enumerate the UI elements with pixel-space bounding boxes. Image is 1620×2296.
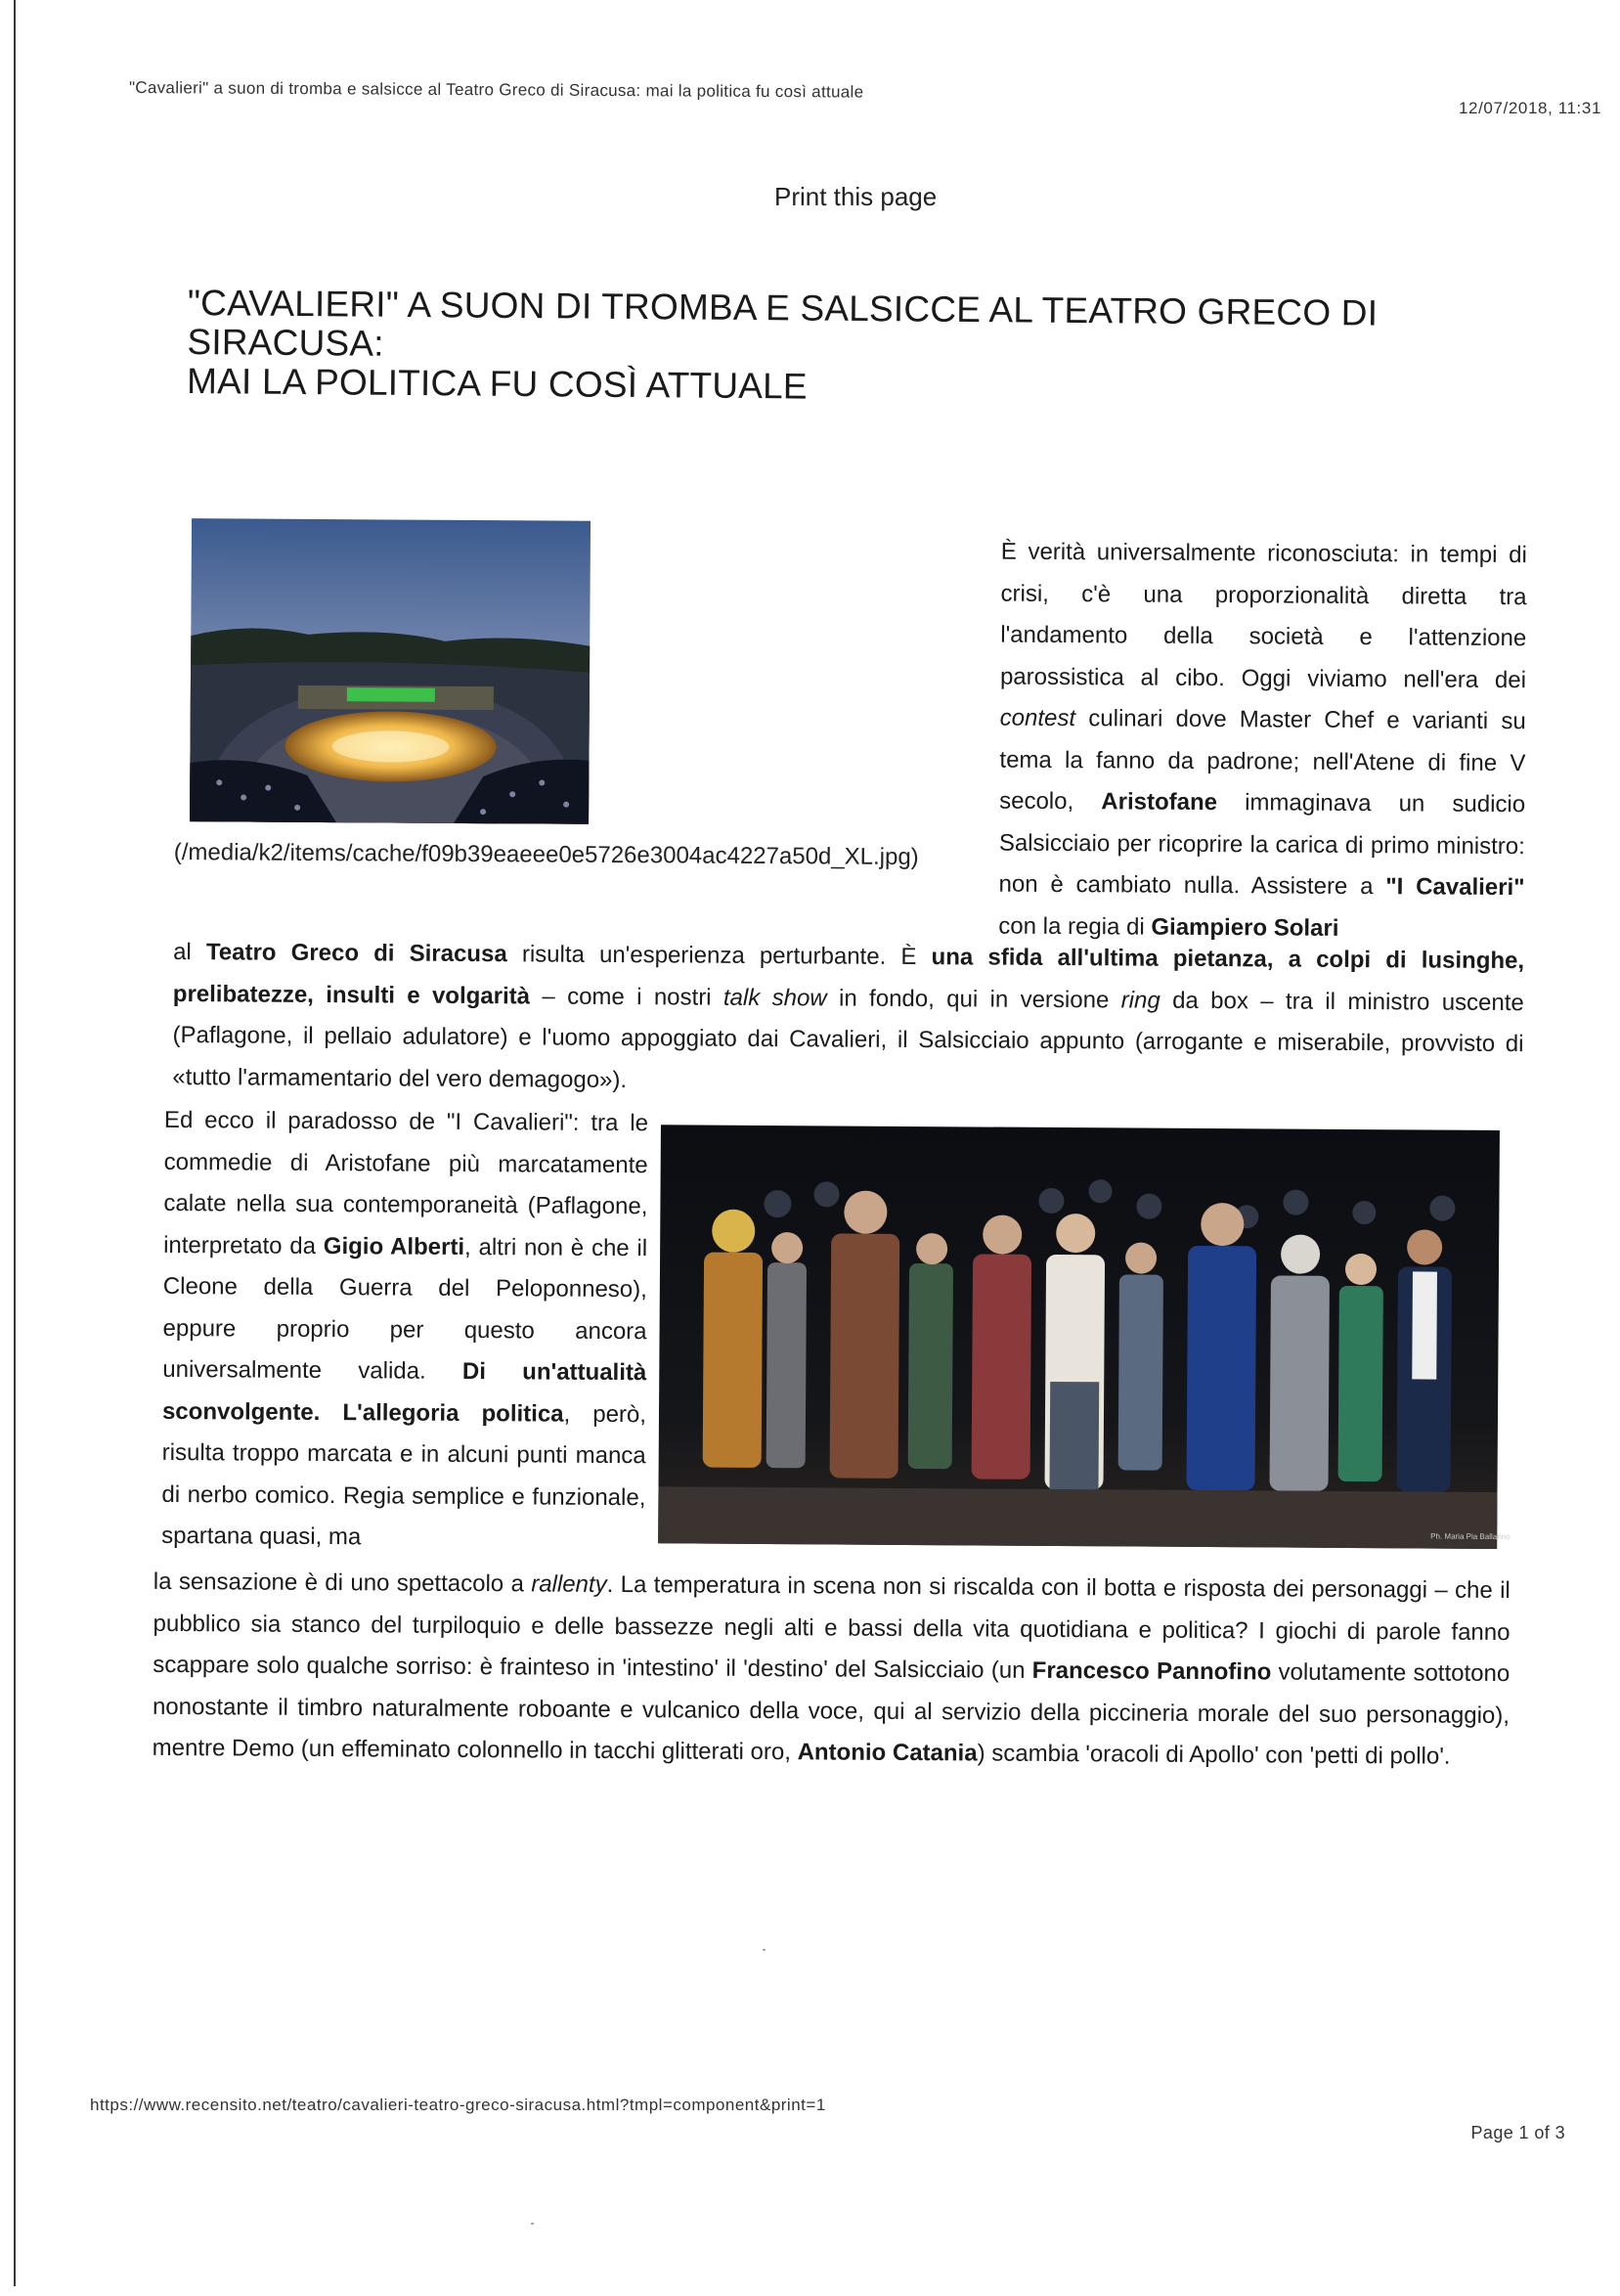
scan-speck: [531, 2223, 534, 2225]
p4-text-1: la sensazione è di uno spettacolo a: [153, 1567, 532, 1598]
p2-talk-show: talk show: [722, 984, 827, 1011]
browser-page-title: "Cavalieri" a suon di tromba e salsicce al Teatro Greco di Siracusa: mai la politica fu così attuale: [128, 78, 864, 102]
p1-cavalieri: "I Cavalieri": [1385, 873, 1525, 902]
p1-text-3: immaginava un sudicio Salsicciaio per ricoprire la carica di primo ministro: non è cambiato nulla. Assistere a: [998, 789, 1526, 901]
paragraph-1: [998, 532, 1527, 951]
greek-theatre-photo: [190, 518, 591, 824]
cast-curtain-call-photo: [658, 1125, 1511, 1549]
p2-teatro: Teatro Greco di Siracusa: [205, 939, 507, 968]
p2-ring: ring: [1120, 986, 1160, 1014]
p2-sfida: una sfida all'ultima pietanza, a colpi di lusinghe, prelibatezze, insulti e volgarità: [172, 944, 1525, 1009]
p1-text-2: culinari dove Master Chef e varianti su tema la fanno da padrone; nell'Atene di fine V secolo,: [999, 705, 1526, 816]
paragraph-3: [161, 1100, 648, 1561]
p3-attualita: Di un'attualità sconvolgente. L'allegoria politica: [161, 1357, 647, 1428]
p1-regista: Giampiero Solari: [1151, 913, 1339, 942]
p3-text-1: Ed ecco il paradosso de "I Cavalieri": tra le commedie di Aristofane più marcatamente calate nella sua contemporaneità (Paflagone, interpretato da: [163, 1106, 649, 1259]
p4-rallenty: rallenty: [531, 1570, 607, 1598]
p1-aristofane: Aristofane: [1101, 788, 1218, 817]
scan-speck: [763, 1949, 766, 1951]
p4-pannofino: Francesco Pannofino: [1031, 1656, 1272, 1686]
p2-text-4: in fondo, qui in versione: [826, 984, 1121, 1013]
image-caption-path: (/media/k2/items/cache/f09b39eaeee0e5726e3004ac4227a50d_XL.jpg): [173, 838, 919, 871]
print-datetime: 12/07/2018, 11:31: [1458, 99, 1601, 117]
p1-contest: contest: [999, 704, 1076, 732]
article-title-line-1: "CAVALIERI" A SUON DI TROMBA E SALSICCE AL TEATRO GRECO DI SIRACUSA:: [187, 283, 1379, 364]
footer-url: https://www.recensito.net/teatro/cavalieri-teatro-greco-siracusa.html?tmpl=component&print=1: [90, 2096, 826, 2114]
article-title-line-2: MAI LA POLITICA FU COSÌ ATTUALE: [186, 360, 808, 407]
p3-alberti: Gigio Alberti: [323, 1232, 465, 1260]
p3-text-2: , altri non è che il Cleone della Guerra del Peloponneso), eppure proprio per questo ancora universalmente valida.: [162, 1233, 648, 1385]
p1-text-4: con la regia di: [998, 912, 1152, 941]
p1-text-1: È verità universalmente riconosciuta: in tempi di crisi, c'è una proporzionalità diretta tra l'andamento della società e l'attenzione parossistica al cibo. Oggi viviamo nell'era dei: [999, 538, 1527, 693]
p2-text-5: da box – tra il ministro uscente (Paflagone, il pellaio adulatore) e l'uomo appoggiato dai Cavalieri, il Salsicciaio appunto (arrogante e miserabile, provvisto di «tutto l'armamentario del vero demagogo»).: [172, 987, 1524, 1093]
photo-credit: Ph. Maria Pia Ballarino: [1430, 1531, 1511, 1542]
p4-catania: Antonio Catania: [797, 1739, 978, 1767]
p4-text-3: volutamente sottotono nonostante il timbro naturalmente roboante e vulcanico della voce, qui al servizio della piccineria morale del suo personaggio), mentre Demo (un effeminato colonnello in tacchi glitterati oro,: [152, 1658, 1511, 1766]
p3-text-3: , però, risulta troppo marcata e in alcuni punti manca di nerbo comico. Regia semplice e funzionale, spartana quasi, ma: [161, 1400, 647, 1551]
p2-text-3: – come i nostri: [529, 982, 724, 1011]
p2-text-1: al: [173, 938, 207, 966]
p2-text-2: risulta un'esperienza perturbante. È: [506, 941, 932, 971]
paragraph-4: [153, 1562, 1511, 1779]
paragraph-2: [172, 932, 1524, 1107]
p4-text-2: . La temperatura in scena non si riscalda con il botta e risposta dei personaggi – che il pubblico sia stanco del turpiloquio e delle bassezze negli alti e bassi della vita quotidiana e politica? I giochi di parole fanno scappare solo qualche sorriso: è frainteso in 'intestino' il 'destino' del Salsicciaio (un: [153, 1570, 1511, 1684]
p4-text-4: ) scambia 'oracoli di Apollo' con 'petti di pollo'.: [977, 1740, 1451, 1770]
footer-page-number: Page 1 of 3: [1470, 2123, 1565, 2142]
print-this-page-link[interactable]: Print this page: [774, 182, 938, 211]
